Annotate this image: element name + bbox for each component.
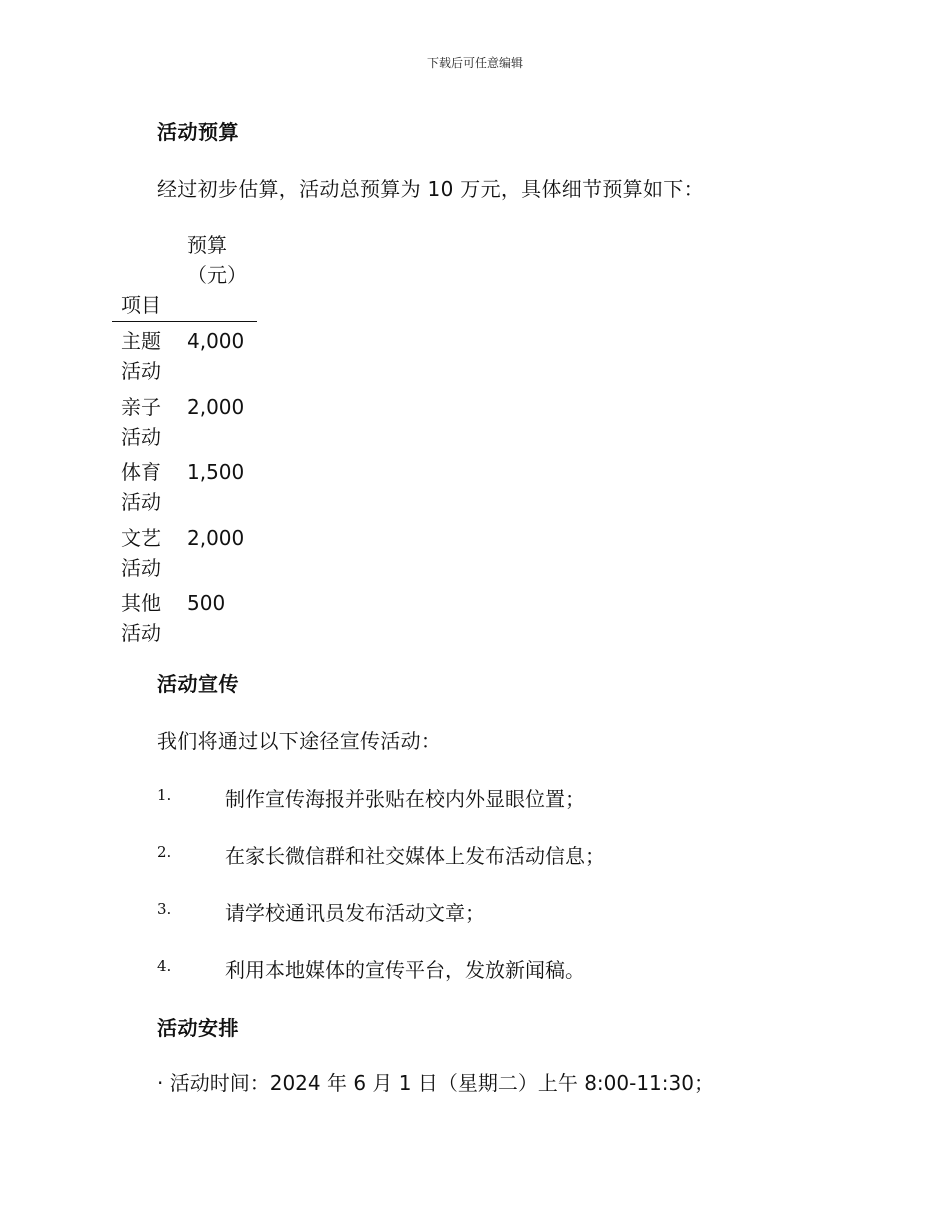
budget-table <box>112 230 257 650</box>
row-item-name: 文艺活动 <box>121 525 161 580</box>
list-item-text: 制作宣传海报并张贴在校内外显眼位置； <box>225 787 585 811</box>
list-item-number: 1. <box>157 786 172 804</box>
list-item-number: 4. <box>157 957 172 975</box>
row-item-name: 其他活动 <box>121 591 161 645</box>
list-item-number: 3. <box>157 900 172 918</box>
row-item-name: 体育活动 <box>121 460 161 514</box>
row-budget-value: 500 <box>187 591 226 615</box>
budget-table-header <box>112 230 257 322</box>
row-budget-value: 4,000 <box>187 329 245 353</box>
table-row <box>112 519 257 585</box>
list-item-text: 请学校通讯员发布活动文章； <box>225 901 485 925</box>
schedule-heading: 活动安排 <box>157 1016 239 1040</box>
schedule-time-bullet: · 活动时间：2024 年 6 月 1 日（星期二）上午 8:00-11:30； <box>157 1071 714 1095</box>
list-item-text: 利用本地媒体的宣传平台，发放新闻稿。 <box>225 958 585 982</box>
column-header-budget: 预算（元） <box>187 233 247 287</box>
list-item-text: 在家长微信群和社交媒体上发布活动信息； <box>225 844 605 868</box>
column-header-item: 项目 <box>121 293 161 317</box>
table-row <box>112 388 257 454</box>
budget-heading: 活动预算 <box>157 120 239 144</box>
list-item-number: 2. <box>157 843 172 861</box>
table-row <box>112 453 257 519</box>
budget-intro: 经过初步估算，活动总预算为 10 万元，具体细节预算如下： <box>157 177 704 201</box>
row-item-name: 主题活动 <box>121 329 161 383</box>
row-item-name: 亲子活动 <box>121 394 161 449</box>
page-header-note: 下载后可任意编辑 <box>426 56 523 70</box>
promo-heading: 活动宣传 <box>157 672 239 696</box>
row-budget-value: 2,000 <box>187 525 245 550</box>
row-budget-value: 2,000 <box>187 394 245 419</box>
table-row <box>112 322 257 388</box>
table-row <box>112 584 257 650</box>
promo-intro: 我们将通过以下途径宣传活动： <box>157 729 442 753</box>
row-budget-value: 1,500 <box>187 460 245 484</box>
